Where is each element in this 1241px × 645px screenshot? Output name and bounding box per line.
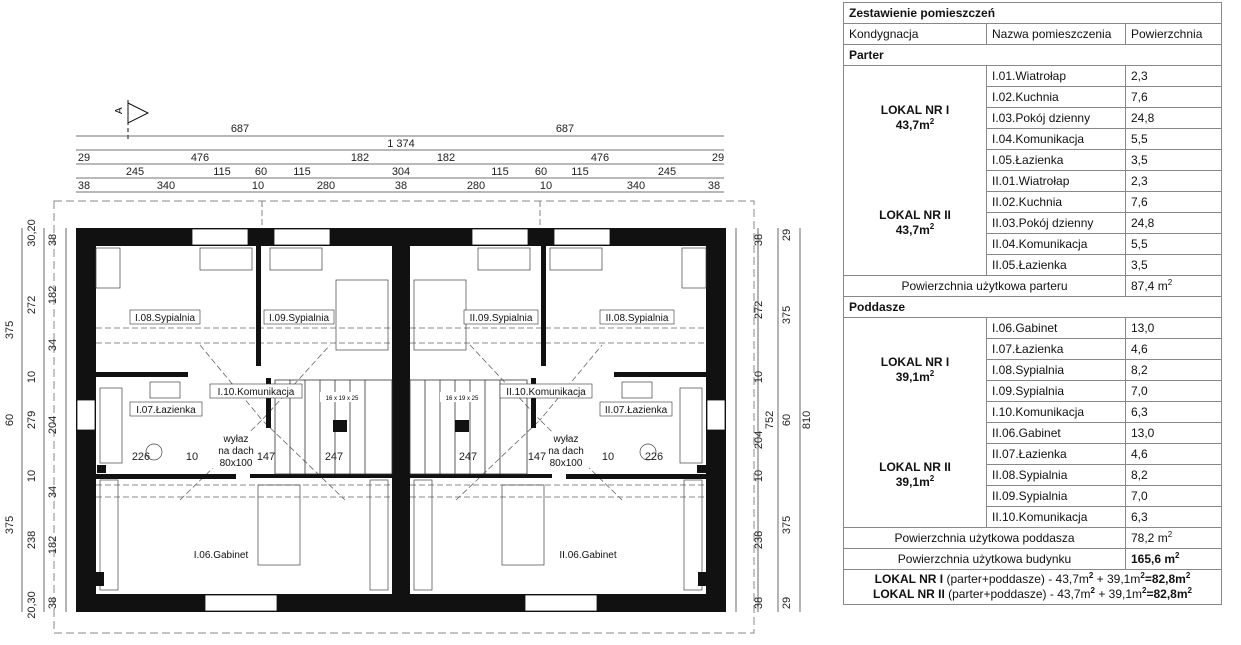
room-label: I.09.Sypialnia xyxy=(268,313,330,324)
room-area: 2,3 xyxy=(1126,66,1222,87)
walls xyxy=(76,228,726,612)
header-nazwa: Nazwa pomieszczenia xyxy=(987,24,1126,45)
dim-t4-4: 115 xyxy=(293,166,311,178)
inner-dim: 147 xyxy=(527,451,547,463)
dim-t5-7: 10 xyxy=(539,180,553,192)
hatch-label-2: na dach xyxy=(218,446,254,457)
room-area: 8,2 xyxy=(1126,360,1222,381)
room-name: I.04.Komunikacja xyxy=(987,129,1126,150)
header-powierzchnia: Powierzchnia xyxy=(1126,24,1222,45)
dim-r1-4: 204 xyxy=(753,430,765,450)
room-name: II.04.Komunikacja xyxy=(987,234,1126,255)
room-name: II.01.Wiatrołap xyxy=(987,171,1126,192)
dim-r2-3: 60 xyxy=(781,413,793,427)
dim-r3-2: 810 xyxy=(801,410,813,430)
dim-t3-6: 29 xyxy=(711,152,725,164)
dim-t5-1: 38 xyxy=(77,180,91,192)
room-area: 7,0 xyxy=(1126,486,1222,507)
dim-l1-2: 60 xyxy=(4,413,16,427)
room-name: II.09.Sypialnia xyxy=(987,486,1126,507)
dim-l1-3: 375 xyxy=(4,515,16,535)
room-label: I.07.Łazienka xyxy=(136,405,196,416)
dim-r1-2: 272 xyxy=(753,300,765,320)
inner-dim: 10 xyxy=(185,451,199,463)
section-marker-label: A xyxy=(114,107,125,114)
dim-t5-2: 340 xyxy=(156,180,176,192)
parter-sum-value: 87,4 $m^2$ xyxy=(1126,276,1222,297)
room-area: 7,0 xyxy=(1126,381,1222,402)
room-area: 8,2 xyxy=(1126,465,1222,486)
dim-t4-8: 115 xyxy=(571,166,589,178)
lokal-label: LOKAL NR I $43,7m^2$ xyxy=(844,66,987,171)
inner-dim: 247 xyxy=(458,451,478,463)
dim-l2-4: 279 xyxy=(26,410,38,430)
room-name: II.08.Sypialnia xyxy=(987,465,1126,486)
dim-r2-4: 375 xyxy=(781,515,793,535)
dimension-lines-left xyxy=(22,228,800,612)
room-name: II.02.Kuchnia xyxy=(987,192,1126,213)
room-name: II.10.Komunikacja xyxy=(987,507,1126,528)
room-label: I.08.Sypialnia xyxy=(134,313,196,324)
dims-top xyxy=(78,123,724,192)
room-name: I.10.Komunikacja xyxy=(987,402,1126,423)
dim-r3-1: 752 xyxy=(764,410,776,430)
room-area: 6,3 xyxy=(1126,402,1222,423)
dim-r2-1: 29 xyxy=(781,228,793,242)
dim-l1-1: 375 xyxy=(4,320,16,340)
dim-l2-3: 10 xyxy=(26,370,38,384)
lokal-label: LOKAL NR I $39,1m^2$ xyxy=(844,318,987,423)
dim-l3-2: 182 xyxy=(47,285,59,305)
room-label: II.10.Komunikacja xyxy=(506,387,586,398)
dim-l2-5: 10 xyxy=(26,469,38,483)
room-name: I.08.Sypialnia xyxy=(987,360,1126,381)
stair-label-left: 16 x 19 x 25 xyxy=(325,396,359,402)
room-area: 4,6 xyxy=(1126,444,1222,465)
dim-l2-6: 238 xyxy=(26,530,38,550)
dim-t3-1: 29 xyxy=(77,152,91,164)
room-label: II.06.Gabinet xyxy=(559,550,617,561)
dim-t4-7: 60 xyxy=(534,166,548,178)
dim-t3-4: 182 xyxy=(436,152,456,164)
room-name: I.06.Gabinet xyxy=(987,318,1126,339)
section-poddasze: Poddasze xyxy=(844,297,1222,318)
dim-r1-5: 10 xyxy=(753,469,765,483)
dim-t5-3: 10 xyxy=(251,180,265,192)
room-area: 24,8 xyxy=(1126,213,1222,234)
dim-t4-9: 245 xyxy=(657,166,677,178)
room-area: 3,5 xyxy=(1126,150,1222,171)
dim-t5-9: 38 xyxy=(707,180,721,192)
room-name: I.07.Łazienka xyxy=(987,339,1126,360)
inner-dim: 147 xyxy=(256,451,276,463)
inner-dim: 226 xyxy=(644,451,664,463)
dim-t4-6: 115 xyxy=(491,166,509,178)
dim-t4-2: 115 xyxy=(213,166,231,178)
room-area: 24,8 xyxy=(1126,108,1222,129)
footer-summary xyxy=(844,570,1222,605)
room-area: 5,5 xyxy=(1126,234,1222,255)
dim-l2-7: 20,30 xyxy=(26,591,38,619)
room-area: 2,3 xyxy=(1126,171,1222,192)
table-title: Zestawienie pomieszczeń xyxy=(844,3,1222,24)
room-area: 13,0 xyxy=(1126,318,1222,339)
section-parter: Parter xyxy=(844,45,1222,66)
room-area: 13,0 xyxy=(1126,423,1222,444)
room-label: II.08.Sypialnia xyxy=(605,313,669,324)
dim-l3-7: 38 xyxy=(47,596,59,610)
dim-r1-6: 238 xyxy=(753,530,765,550)
room-area: 7,6 xyxy=(1126,192,1222,213)
inner-dim: 247 xyxy=(324,451,344,463)
inner-dim: 226 xyxy=(131,451,151,463)
hatch-label-3: 80x100 xyxy=(549,458,583,469)
dim-t3-3: 182 xyxy=(350,152,370,164)
dim-l3-5: 34 xyxy=(47,485,59,499)
poddasze-sum-label: Powierzchnia użytkowa poddasza xyxy=(844,528,1126,549)
hatch-label-1: wyłaz xyxy=(223,434,249,445)
dim-l3-6: 182 xyxy=(47,535,59,555)
dim-t4-5: 304 xyxy=(391,166,411,178)
dims-right xyxy=(753,229,813,609)
poddasze-sum-value: 78,2 $m^2$ xyxy=(1126,528,1222,549)
dim-l3-4: 204 xyxy=(47,415,59,435)
room-label: II.07.Łazienka xyxy=(604,405,668,416)
dim-total-width: 1 374 xyxy=(387,138,415,150)
dim-r2-5: 29 xyxy=(781,596,793,610)
dim-t5-6: 280 xyxy=(466,180,486,192)
dim-r1-3: 10 xyxy=(753,370,765,384)
room-name: I.03.Pokój dzienny xyxy=(987,108,1126,129)
hatch-label-3: 80x100 xyxy=(219,458,253,469)
dim-t4-3: 60 xyxy=(254,166,268,178)
room-area: 5,5 xyxy=(1126,129,1222,150)
dims-left xyxy=(4,219,59,619)
dim-top-left: 687 xyxy=(230,123,250,135)
room-name: I.01.Wiatrołap xyxy=(987,66,1126,87)
lokal-label: LOKAL NR II $43,7m^2$ xyxy=(844,171,987,276)
dim-r1-7: 38 xyxy=(753,596,765,610)
room-name: II.03.Pokój dzienny xyxy=(987,213,1126,234)
dim-t5-5: 38 xyxy=(394,180,408,192)
room-name: II.07.Łazienka xyxy=(987,444,1126,465)
room-name: II.06.Gabinet xyxy=(987,423,1126,444)
inner-dim: 10 xyxy=(601,451,615,463)
stair-core-left xyxy=(333,420,347,432)
stair-core-right xyxy=(455,420,469,432)
dim-t3-2: 476 xyxy=(190,152,210,164)
footer-line-1: LOKAL NR I (parter+poddasze) - $43,7m^2 + 39,1m^2=82,8m^2$ xyxy=(874,571,1191,586)
dim-t5-4: 280 xyxy=(316,180,336,192)
room-area: 3,5 xyxy=(1126,255,1222,276)
room-label: I.06.Gabinet xyxy=(193,550,249,561)
dim-l2-1: 30,20 xyxy=(26,219,38,247)
dim-l3-3: 34 xyxy=(47,338,59,352)
dim-t5-8: 340 xyxy=(626,180,646,192)
room-label: II.09.Sypialnia xyxy=(469,313,533,324)
hatch-label-2: na dach xyxy=(548,446,584,457)
room-area: 4,6 xyxy=(1126,339,1222,360)
dim-t3-5: 476 xyxy=(590,152,610,164)
room-name: I.09.Sypialnia xyxy=(987,381,1126,402)
dim-t4-1: 245 xyxy=(125,166,145,178)
room-name: II.05.Łazienka xyxy=(987,255,1126,276)
dim-r1-1: 38 xyxy=(753,233,765,247)
lokal-label: LOKAL NR II $39,1m^2$ xyxy=(844,423,987,528)
footer-line-2: LOKAL NR II (parter+poddasze) - $43,7m^2 + 39,1m^2=82,8m^2$ xyxy=(873,586,1192,601)
room-area: 6,3 xyxy=(1126,507,1222,528)
total-label: Powierzchnia użytkowa budynku xyxy=(844,549,1126,570)
room-name: I.05.Łazienka xyxy=(987,150,1126,171)
dim-r2-2: 375 xyxy=(781,305,793,325)
header-kondygnacja: Kondygnacja xyxy=(844,24,987,45)
dim-l2-2: 272 xyxy=(26,295,38,315)
total-value: 165,6 $m^2$ xyxy=(1126,549,1222,570)
room-label: I.10.Komunikacja xyxy=(217,387,295,398)
stair-label-right: 16 x 19 x 25 xyxy=(445,396,479,402)
section-marker xyxy=(114,100,148,140)
room-schedule-table xyxy=(843,2,1222,605)
dim-l3-1: 38 xyxy=(47,233,59,247)
hatch-label-1: wyłaz xyxy=(553,434,579,445)
room-area: 7,6 xyxy=(1126,87,1222,108)
parter-sum-label: Powierzchnia użytkowa parteru xyxy=(844,276,1126,297)
room-name: I.02.Kuchnia xyxy=(987,87,1126,108)
dim-top-right: 687 xyxy=(555,123,575,135)
